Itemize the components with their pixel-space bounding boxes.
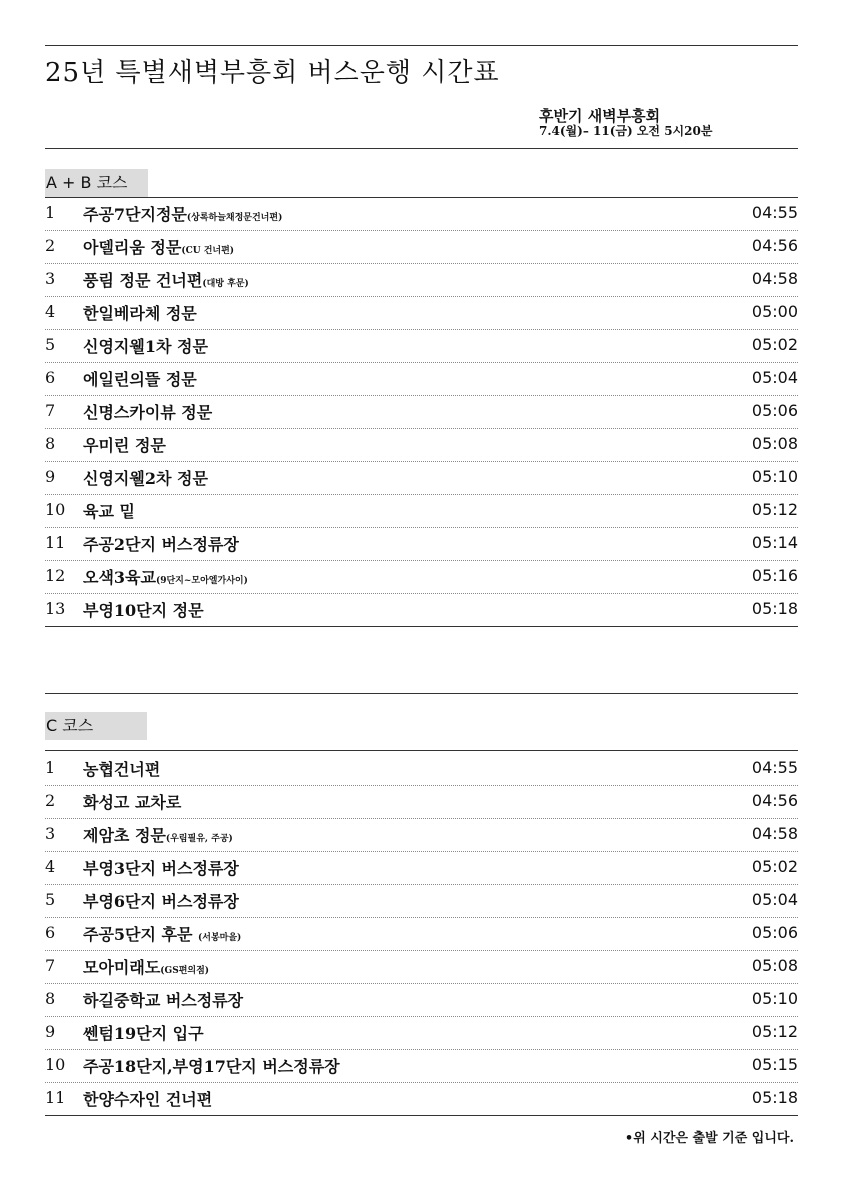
stop-number: 9 (45, 467, 56, 486)
period-divider (45, 148, 798, 149)
departure-time: 05:04 (751, 890, 798, 909)
departure-time: 05:15 (751, 1055, 798, 1074)
stop-number: 7 (45, 401, 56, 420)
section-label-ab: A + B 코스 (45, 169, 148, 197)
departure-time: 04:55 (751, 758, 798, 777)
stop-number: 11 (45, 1088, 66, 1107)
table-row (45, 396, 798, 429)
stop-name: 신영지웰2차 정문 (83, 469, 208, 488)
stop-location (83, 334, 208, 357)
table-row (45, 819, 798, 852)
section-c-top-divider (45, 693, 798, 694)
period-name: 후반기 새벽부흥회 (539, 107, 661, 125)
departure-time: 05:12 (751, 500, 798, 519)
section-c-divider (45, 750, 798, 751)
stop-location (83, 757, 160, 780)
departure-time: 05:02 (751, 857, 798, 876)
stop-note: (CU 건너편) (181, 246, 235, 256)
table-row (45, 297, 798, 330)
stop-list-ab (45, 198, 798, 627)
table-row (45, 231, 798, 264)
stop-note: (9단지~모아엘가사이) (155, 576, 248, 586)
table-row (45, 495, 798, 528)
stop-location (83, 790, 181, 813)
stop-name: 신명스카이뷰 정문 (83, 403, 213, 422)
table-row (45, 198, 798, 231)
departure-time: 04:55 (751, 203, 798, 222)
departure-time: 04:58 (751, 269, 798, 288)
stop-location (83, 598, 204, 621)
stop-number: 3 (45, 824, 56, 843)
stop-name: 하길중학교 버스정류장 (83, 991, 244, 1010)
departure-time: 04:56 (751, 236, 798, 255)
stop-location (83, 1021, 204, 1044)
departure-time: 05:18 (751, 1088, 798, 1107)
stop-number: 1 (45, 758, 56, 777)
departure-time: 05:00 (751, 302, 798, 321)
stop-number: 12 (45, 566, 66, 585)
departure-time: 05:08 (751, 434, 798, 453)
stop-location (83, 433, 166, 456)
departure-time: 05:04 (751, 368, 798, 387)
departure-time: 05:16 (751, 566, 798, 585)
stop-location (83, 532, 239, 555)
stop-location (83, 922, 241, 945)
stop-name: 주공7단지정문 (83, 205, 187, 224)
departure-time: 05:02 (751, 335, 798, 354)
table-row (45, 852, 798, 885)
table-row (45, 918, 798, 951)
stop-number: 2 (45, 236, 56, 255)
top-divider (45, 45, 798, 46)
stop-location (83, 268, 249, 291)
stop-number: 6 (45, 368, 56, 387)
stop-number: 10 (45, 1055, 66, 1074)
table-row (45, 885, 798, 918)
stop-location (83, 823, 233, 846)
stop-number: 8 (45, 434, 56, 453)
stop-name: 오색3육교 (83, 568, 156, 587)
stop-number: 7 (45, 956, 56, 975)
stop-note: (대방 후문) (202, 279, 249, 289)
stop-location (83, 955, 209, 978)
stop-number: 10 (45, 500, 66, 519)
stop-number: 2 (45, 791, 56, 810)
stop-number: 4 (45, 857, 56, 876)
section-label-c: C 코스 (45, 712, 147, 740)
stop-note: (서봉마을) (198, 933, 242, 943)
table-row (45, 429, 798, 462)
footnote: •위 시간은 출발 기준 입니다. (624, 1131, 794, 1146)
departure-time: 05:06 (751, 401, 798, 420)
stop-location (83, 367, 197, 390)
stop-number: 5 (45, 890, 56, 909)
stop-name: 쎈텀19단지 입구 (83, 1024, 204, 1043)
departure-time: 05:06 (751, 923, 798, 942)
page-title: 25년 특별새벽부흥회 버스운행 시간표 (45, 58, 500, 88)
stop-location (83, 466, 208, 489)
table-row (45, 264, 798, 297)
departure-time: 05:10 (751, 989, 798, 1008)
stop-name: 에일린의뜰 정문 (83, 370, 197, 389)
stop-name: 부영10단지 정문 (83, 601, 204, 620)
stop-location (83, 1087, 212, 1110)
table-row (45, 1017, 798, 1050)
stop-name: 신영지웰1차 정문 (83, 337, 208, 356)
stop-name: 부영3단지 버스정류장 (83, 859, 239, 878)
table-row (45, 462, 798, 495)
stop-name: 우미린 정문 (83, 436, 166, 455)
departure-time: 04:56 (751, 791, 798, 810)
stop-name: 한일베라체 정문 (83, 304, 197, 323)
stop-name: 모아미래도 (83, 958, 161, 977)
departure-time: 05:12 (751, 1022, 798, 1041)
stop-name: 제암초 정문 (83, 826, 166, 845)
table-row (45, 528, 798, 561)
stop-location (83, 301, 197, 324)
stop-name: 육교 밑 (83, 502, 135, 521)
departure-time: 05:14 (751, 533, 798, 552)
period-dates: 7.4(월)– 11(금) 오전 5시20분 (539, 124, 713, 139)
table-row (45, 951, 798, 984)
stop-name: 주공18단지,부영17단지 버스정류장 (83, 1057, 340, 1076)
revival-period-block (539, 108, 712, 139)
stop-name: 주공2단지 버스정류장 (83, 535, 239, 554)
stop-number: 3 (45, 269, 56, 288)
table-row (45, 786, 798, 819)
stop-location (83, 856, 239, 879)
stop-number: 8 (45, 989, 56, 1008)
stop-name: 아델리움 정문 (83, 238, 182, 257)
stop-name: 화성고 교차로 (83, 793, 182, 812)
departure-time: 05:08 (751, 956, 798, 975)
table-row (45, 330, 798, 363)
stop-number: 6 (45, 923, 56, 942)
stop-number: 1 (45, 203, 56, 222)
table-row (45, 1050, 798, 1083)
table-row (45, 561, 798, 594)
stop-number: 13 (45, 599, 66, 618)
departure-time: 04:58 (751, 824, 798, 843)
stop-name: 주공5단지 후문 (83, 925, 199, 944)
stop-location (83, 400, 212, 423)
stop-location (83, 988, 243, 1011)
table-row (45, 1083, 798, 1116)
stop-note: (GS편의점) (160, 966, 210, 976)
departure-time: 05:18 (751, 599, 798, 618)
stop-list-c (45, 753, 798, 1116)
stop-note: (상록하늘채정문건너편) (186, 213, 283, 223)
stop-location (83, 889, 239, 912)
stop-name: 부영6단지 버스정류장 (83, 892, 239, 911)
stop-location (83, 1054, 340, 1077)
table-row (45, 984, 798, 1017)
stop-name: 풍림 정문 건너편 (83, 271, 203, 290)
table-row (45, 363, 798, 396)
stop-number: 11 (45, 533, 66, 552)
stop-location (83, 499, 135, 522)
table-row (45, 594, 798, 627)
departure-time: 05:10 (751, 467, 798, 486)
table-row (45, 753, 798, 786)
stop-location (83, 202, 282, 225)
stop-location (83, 235, 234, 258)
stop-number: 9 (45, 1022, 56, 1041)
stop-number: 4 (45, 302, 56, 321)
stop-name: 농협건너편 (83, 760, 161, 779)
stop-note: (우림필유, 주공) (165, 834, 233, 844)
stop-number: 5 (45, 335, 56, 354)
stop-location (83, 565, 248, 588)
stop-name: 한양수자인 건너편 (83, 1090, 213, 1109)
